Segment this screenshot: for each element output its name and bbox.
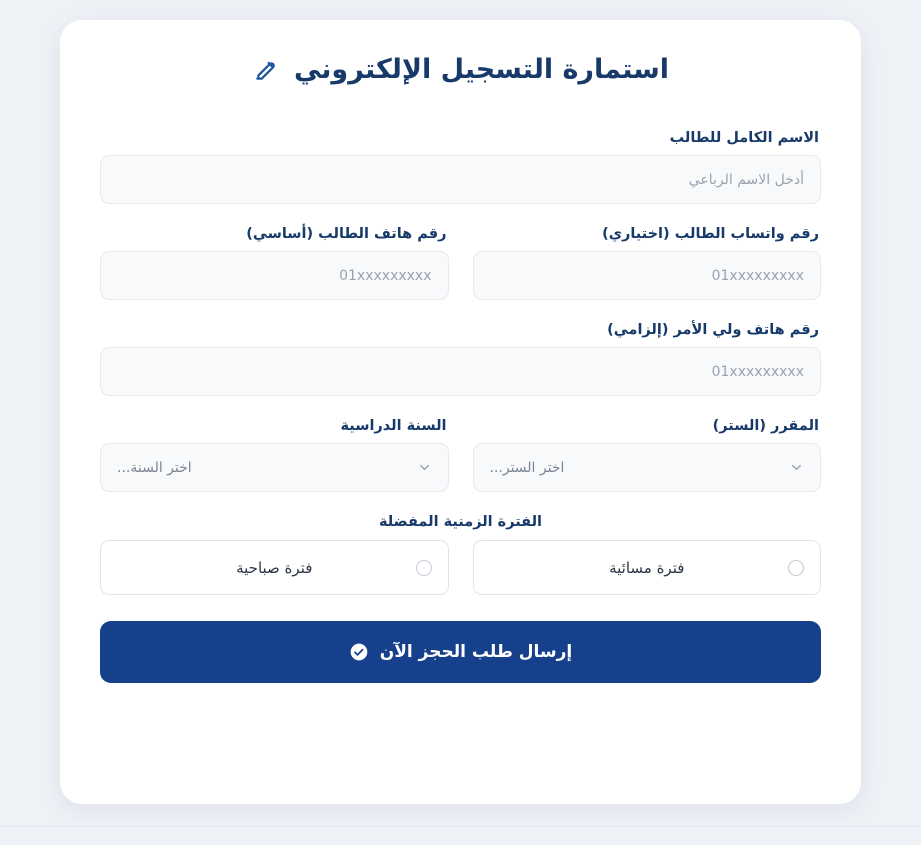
time-option-evening-label: فترة مسائية [609, 558, 685, 577]
registration-form-card [60, 20, 861, 804]
student-phone-placeholder: 01xxxxxxxxx [339, 267, 432, 284]
field-student-whatsapp [473, 226, 822, 300]
chevron-down-icon [789, 460, 804, 475]
student-whatsapp-input[interactable] [473, 251, 822, 300]
course-term-select[interactable] [473, 443, 822, 492]
radio-icon[interactable] [788, 560, 804, 576]
field-full-name [100, 130, 821, 204]
field-course-term [473, 418, 822, 492]
check-circle-icon [349, 642, 369, 662]
time-option-morning-label: فترة صباحية [236, 558, 313, 577]
academic-year-select[interactable] [100, 443, 449, 492]
academic-year-value: اختر السنة... [117, 459, 192, 476]
selects-row [100, 418, 821, 492]
bottom-strip [0, 826, 921, 845]
full-name-placeholder: أدخل الاسم الرباعي [688, 171, 804, 188]
chevron-down-icon [417, 460, 432, 475]
field-academic-year [100, 418, 449, 492]
guardian-phone-label: رقم هاتف ولي الأمر (إلزامي) [607, 322, 819, 339]
submit-button[interactable] [100, 621, 821, 683]
time-preference-label: الفترة الزمنية المفضلة [378, 514, 543, 531]
submit-button-label: إرسال طلب الحجز الآن [379, 642, 573, 663]
student-whatsapp-placeholder: 01xxxxxxxxx [711, 267, 804, 284]
radio-icon[interactable] [416, 560, 432, 576]
full-name-input[interactable] [100, 155, 821, 204]
time-option-evening[interactable] [473, 540, 822, 595]
student-whatsapp-label: رقم واتساب الطالب (اختياري) [602, 226, 819, 243]
field-student-phone [100, 226, 449, 300]
time-option-morning[interactable] [100, 540, 449, 595]
phone-row [100, 226, 821, 300]
page-title-text: استمارة التسجيل الإلكتروني [293, 54, 670, 85]
page-title [100, 54, 821, 86]
course-term-value: اختر الستر... [489, 459, 565, 476]
course-term-label: المقرر (الستر) [712, 418, 819, 435]
student-phone-input[interactable] [100, 251, 449, 300]
full-name-label: الاسم الكامل للطالب [669, 130, 819, 147]
edit-pencil-icon [252, 56, 280, 84]
guardian-phone-placeholder: 01xxxxxxxxx [711, 363, 804, 380]
field-guardian-phone [100, 322, 821, 396]
time-preference-group [100, 514, 821, 595]
academic-year-label: السنة الدراسية [340, 418, 447, 435]
guardian-phone-input[interactable] [100, 347, 821, 396]
student-phone-label: رقم هاتف الطالب (أساسي) [246, 226, 447, 243]
time-preference-options [100, 540, 821, 595]
